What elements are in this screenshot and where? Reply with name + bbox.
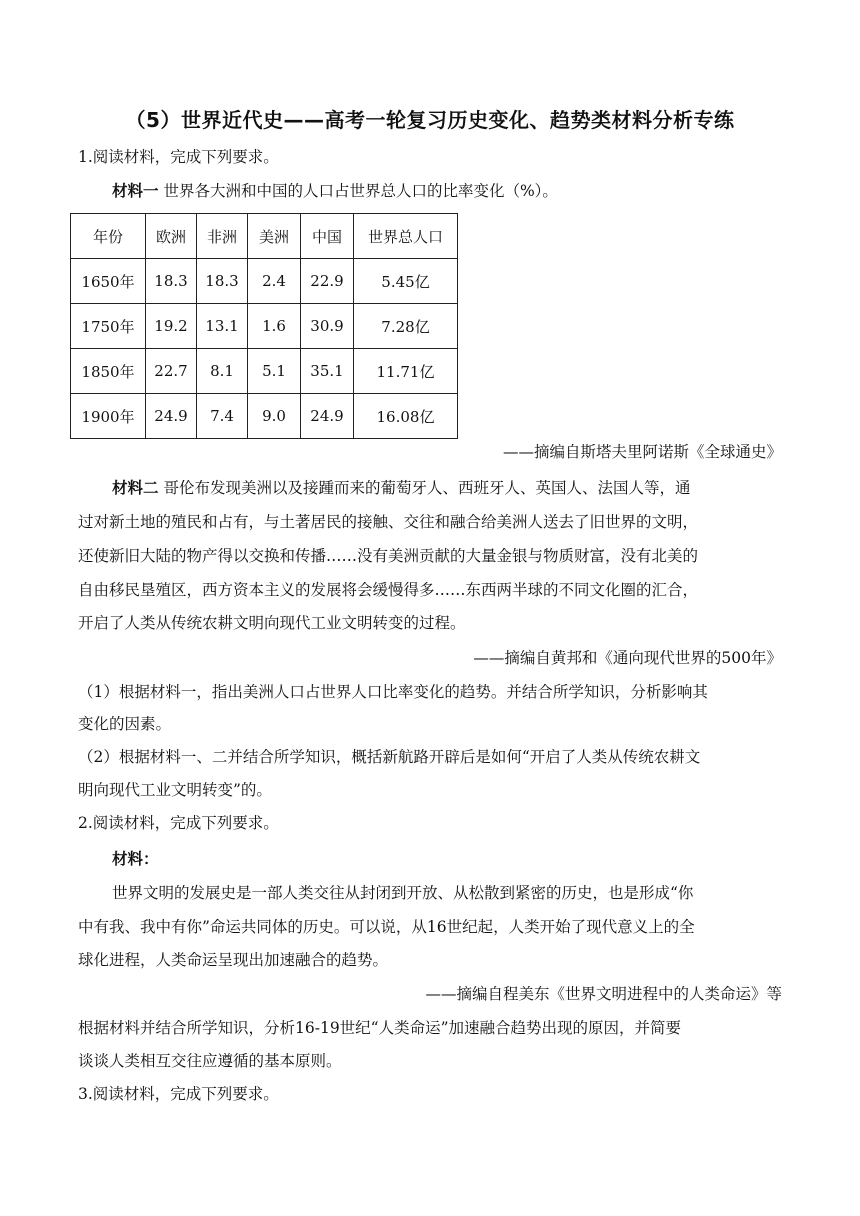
page-title: （5）世界近代史——高考一轮复习历史变化、趋势类材料分析专练	[125, 108, 735, 132]
material-1-source: ——摘编自斯塔夫里阿诺斯《全球通史》	[502, 443, 782, 461]
q2-material-line: 世界文明的发展史是一部人类交往从封闭到开放、从松散到紧密的历史，也是形成“你	[112, 884, 694, 902]
table-header-row	[71, 214, 458, 259]
table-cell: 1900年	[71, 394, 146, 439]
table-cell: 22.7	[146, 349, 197, 394]
table-cell: 24.9	[301, 394, 354, 439]
table-cell: 19.2	[146, 304, 197, 349]
table-cell: 1850年	[71, 349, 146, 394]
sub-question-2-line: 明向现代工业文明转变”的。	[78, 781, 272, 799]
material-2-line: 自由移民垦殖区，西方资本主义的发展将会缓慢得多……东西两半球的不同文化圈的汇合，	[78, 581, 699, 599]
table-cell: 18.3	[146, 259, 197, 304]
material-1-caption	[112, 180, 822, 202]
q2-material-line: 中有我、我中有你”命运共同体的历史。可以说，从16世纪起，人类开始了现代意义上的全	[78, 918, 695, 936]
table-cell: 1.6	[248, 304, 301, 349]
table-cell: 35.1	[301, 349, 354, 394]
table-cell: 16.08亿	[354, 394, 458, 439]
q2-material-line: 球化进程，人类命运呈现出加速融合的趋势。	[78, 951, 389, 969]
table-cell: 5.1	[248, 349, 301, 394]
table-header-cell: 美洲	[248, 214, 301, 259]
table-header-cell: 年份	[71, 214, 146, 259]
sub-question-2-line: （2）根据材料一、二并结合所学知识，概括新航路开辟后是如何“开启了人类从传统农耕文	[78, 748, 701, 766]
table-cell: 1650年	[71, 259, 146, 304]
table-cell: 7.28亿	[354, 304, 458, 349]
sub-question-1-line: 变化的因素。	[78, 715, 172, 733]
material-2-line: 还使新旧大陆的物产得以交换和传播……没有美洲贡献的大量金银与物质财富，没有北美的	[78, 547, 699, 565]
table-cell: 11.71亿	[354, 349, 458, 394]
table-row	[71, 259, 458, 304]
table-header-cell: 中国	[301, 214, 354, 259]
table-row	[71, 349, 458, 394]
table-header-cell: 非洲	[197, 214, 248, 259]
table-header-cell: 欧洲	[146, 214, 197, 259]
material-2-line: 开启了人类从传统农耕文明向现代工业文明转变的过程。	[78, 614, 466, 632]
material-2-label: 材料二	[112, 478, 159, 497]
table-cell: 22.9	[301, 259, 354, 304]
table-cell: 7.4	[197, 394, 248, 439]
table-row	[71, 304, 458, 349]
material-1-text: 世界各大洲和中国的人口占世界总人口的比率变化（%）。	[158, 182, 558, 200]
question-3-heading: 3.阅读材料，完成下列要求。	[78, 1085, 279, 1103]
population-table	[70, 213, 458, 439]
material-2-line	[112, 477, 822, 499]
table-cell: 1750年	[71, 304, 146, 349]
question-2-heading: 2.阅读材料，完成下列要求。	[78, 814, 279, 832]
table-header-cell: 世界总人口	[354, 214, 458, 259]
material-1-label: 材料一	[112, 181, 159, 200]
sub-question-1-line: （1）根据材料一，指出美洲人口占世界人口比率变化的趋势。并结合所学知识，分析影响其	[78, 683, 708, 701]
q2-material-label: 材料：	[112, 849, 159, 868]
question-1-heading: 1.阅读材料，完成下列要求。	[78, 148, 279, 166]
table-cell: 9.0	[248, 394, 301, 439]
q2-question-line: 根据材料并结合所学知识，分析16-19世纪“人类命运”加速融合趋势出现的原因，并简要	[78, 1019, 682, 1037]
q2-question-line: 谈谈人类相互交往应遵循的基本原则。	[78, 1052, 342, 1070]
table-cell: 30.9	[301, 304, 354, 349]
material-2-line: 过对新土地的殖民和占有，与土著居民的接触、交往和融合给美洲人送去了旧世界的文明，	[78, 513, 699, 531]
table-row	[71, 394, 458, 439]
table-cell: 8.1	[197, 349, 248, 394]
material-2-source: ——摘编自黄邦和《通向现代世界的500年》	[473, 649, 782, 667]
table-cell: 2.4	[248, 259, 301, 304]
q2-material-source: ——摘编自程美东《世界文明进程中的人类命运》等	[425, 985, 782, 1003]
table-cell: 13.1	[197, 304, 248, 349]
table-cell: 24.9	[146, 394, 197, 439]
table-cell: 5.45亿	[354, 259, 458, 304]
material-2-text: 哥伦布发现美洲以及接踵而来的葡萄牙人、西班牙人、英国人、法国人等，通	[158, 479, 691, 497]
table-cell: 18.3	[197, 259, 248, 304]
